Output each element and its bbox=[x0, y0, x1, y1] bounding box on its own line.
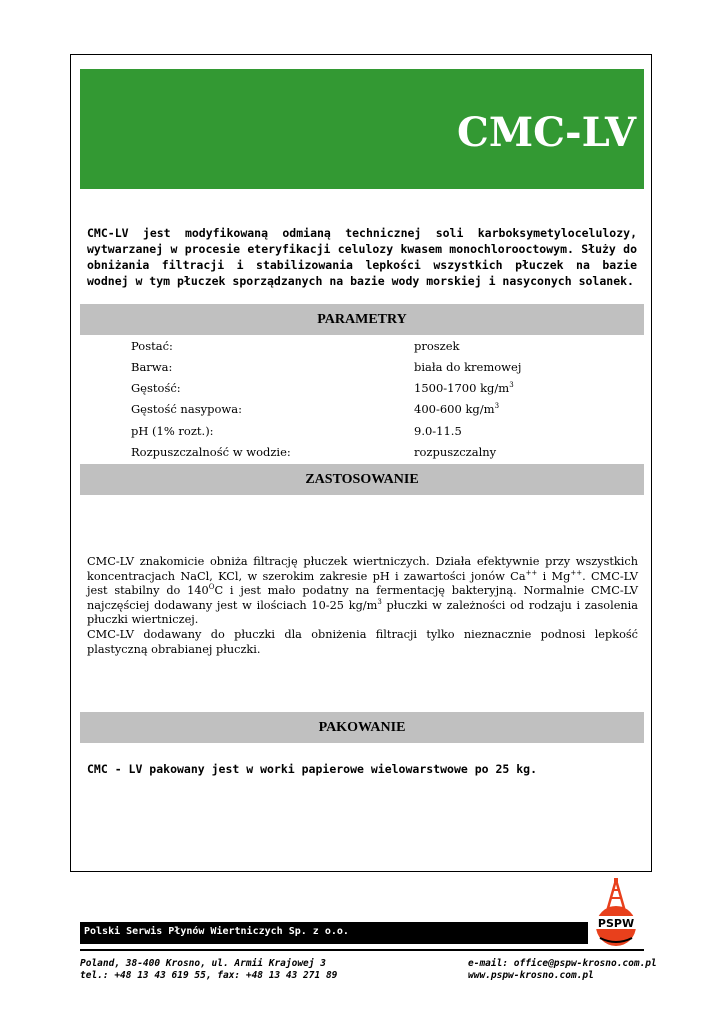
param-label: Gęstość nasypowa: bbox=[131, 402, 242, 416]
usage-text-part: . CMC-LV jest stabilny do 140 bbox=[87, 569, 638, 598]
param-value: rozpuszczalny bbox=[414, 445, 497, 459]
usage-paragraph bbox=[87, 555, 638, 628]
param-value: biała do kremowej bbox=[414, 360, 522, 374]
footer-address: Poland, 38-400 Krosno, ul. Armii Krajowej 3 bbox=[80, 958, 326, 969]
param-row bbox=[131, 424, 551, 445]
param-value-wrap bbox=[414, 402, 499, 416]
param-value: proszek bbox=[414, 339, 460, 353]
section-packing bbox=[80, 712, 644, 743]
param-value-wrap bbox=[414, 381, 514, 395]
param-label: Rozpuszczalność w wodzie: bbox=[131, 445, 291, 459]
param-label: Postać: bbox=[131, 339, 173, 353]
packing-text: CMC - LV pakowany jest w worki papierowe wielowarstwowe po 25 kg. bbox=[87, 762, 538, 776]
section-parameters bbox=[80, 304, 644, 335]
footer-address-block bbox=[80, 958, 337, 982]
usage-text-part: C i jest mało podatny na fermentację bakteryjną. Normalnie CMC-LV najczęściej dodawany jest w ilościach 10-25 kg/m bbox=[87, 584, 638, 612]
section-title-packing: PAKOWANIE bbox=[318, 719, 406, 735]
param-row bbox=[131, 360, 551, 381]
section-title-usage: ZASTOSOWANIE bbox=[305, 471, 419, 487]
footer-contact-block bbox=[468, 958, 657, 982]
usage-sup: O bbox=[208, 583, 215, 592]
usage-text-part: CMC-LV znakomicie obniża filtrację płuczek wiertniczych. Działa efektywnie przy wszystkich koncentracjach NaCl, KCl, w szerokim zakresie pH i zawartości jonów Ca bbox=[87, 555, 638, 583]
usage-text-part: i Mg bbox=[537, 569, 571, 583]
footer-website[interactable]: www.pspw-krosno.com.pl bbox=[468, 970, 594, 981]
footer-email[interactable]: e-mail: office@pspw-krosno.com.pl bbox=[468, 958, 657, 969]
usage-sup: ++ bbox=[525, 568, 538, 577]
param-unit-sup: 3 bbox=[509, 381, 514, 390]
company-name: Polski Serwis Płynów Wiertniczych Sp. z o.o. bbox=[84, 926, 349, 937]
param-row bbox=[131, 381, 551, 402]
usage-sup: ++ bbox=[570, 568, 583, 577]
usage-sup: 3 bbox=[377, 598, 382, 607]
product-title: CMC-LV bbox=[457, 109, 636, 156]
param-row bbox=[131, 339, 551, 360]
derrick-icon bbox=[608, 878, 624, 908]
param-value: 400-600 kg/m bbox=[414, 402, 495, 416]
usage-text bbox=[87, 555, 638, 657]
footer-company-bar bbox=[80, 922, 588, 944]
param-value: 9.0-11.5 bbox=[414, 424, 462, 438]
logo-text: PSPW bbox=[597, 917, 635, 930]
param-row bbox=[131, 402, 551, 423]
intro-paragraph: CMC-LV jest modyfikowaną odmianą technicznej soli karboksymetylocelulozy, wytwarzanej w procesie eteryfikacji celulozy kwasem monochlorooctowym. Służy do obniżania filtracji i stabilizowania lepkości wszystkich płuczek na bazie wodnej w tym płuczek sporządzanych na bazie wody morskiej i nasyconych solanek. bbox=[87, 226, 637, 288]
param-row bbox=[131, 445, 551, 466]
param-label: pH (1% rozt.): bbox=[131, 424, 214, 438]
title-banner bbox=[80, 69, 644, 189]
usage-text-part: płuczki w zależności od rodzaju i zasolenia płuczki wiertniczej. bbox=[87, 598, 638, 627]
usage-paragraph: CMC-LV dodawany do płuczki dla obniżenia filtracji tylko nieznacznie podnosi lepkość plastyczną obrabianej płuczki. bbox=[87, 627, 638, 656]
section-usage bbox=[80, 464, 644, 495]
footer-divider bbox=[80, 949, 644, 951]
section-title-parameters: PARAMETRY bbox=[317, 311, 407, 327]
param-label: Gęstość: bbox=[131, 381, 181, 395]
param-label: Barwa: bbox=[131, 360, 173, 374]
param-unit-sup: 3 bbox=[494, 402, 500, 411]
footer-phone: tel.: +48 13 43 619 55, fax: +48 13 43 271 89 bbox=[80, 970, 338, 981]
param-value: 1500-1700 kg/m bbox=[414, 381, 510, 395]
pspw-logo bbox=[588, 878, 644, 948]
